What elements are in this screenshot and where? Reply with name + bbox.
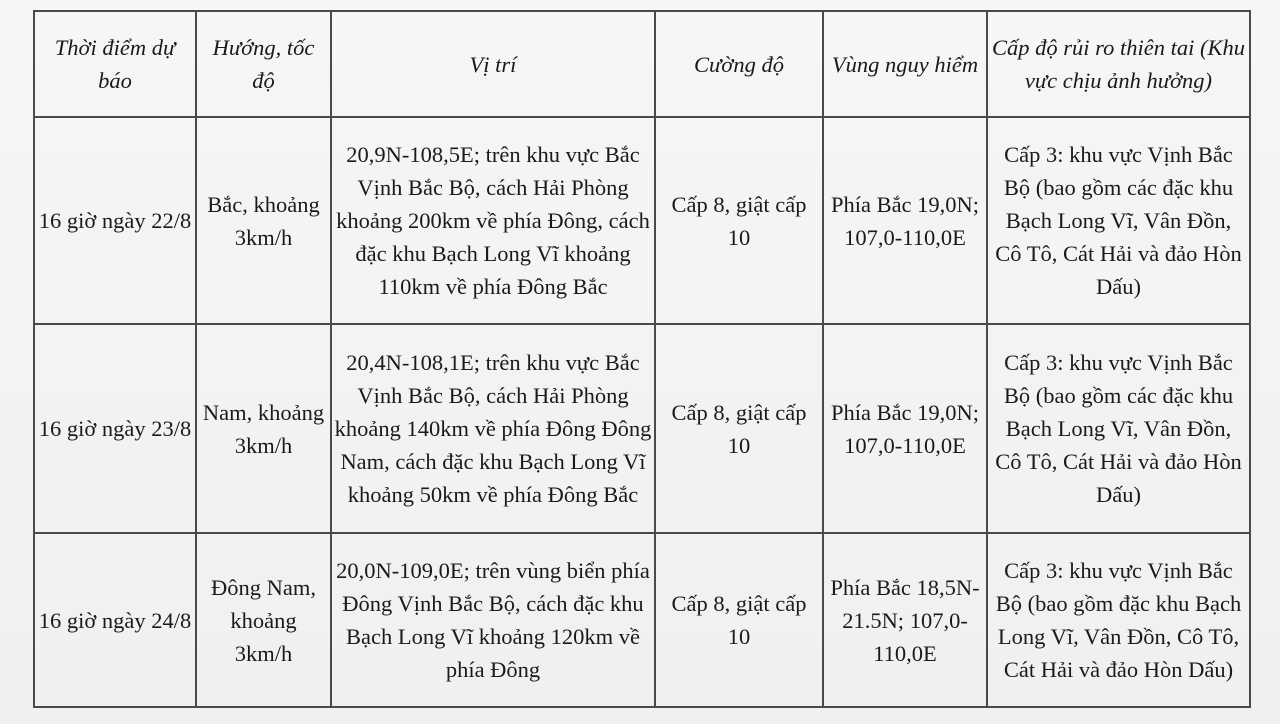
cell-direction: Nam, khoảng 3km/h xyxy=(196,324,331,533)
cell-time: 16 giờ ngày 22/8 xyxy=(34,117,196,324)
header-intensity: Cường độ xyxy=(655,11,823,117)
header-direction-speed: Hướng, tốc độ xyxy=(196,11,331,117)
table-row xyxy=(34,533,1250,707)
header-forecast-time: Thời điểm dự báo xyxy=(34,11,196,117)
cell-danger-zone: Phía Bắc 18,5N-21.5N; 107,0-110,0E xyxy=(823,533,987,707)
cell-risk-level: Cấp 3: khu vực Vịnh Bắc Bộ (bao gồm đặc khu Bạch Long Vĩ, Vân Đồn, Cô Tô, Cát Hải và đảo Hòn Dấu) xyxy=(987,533,1250,707)
header-danger-zone: Vùng nguy hiểm xyxy=(823,11,987,117)
cell-time: 16 giờ ngày 23/8 xyxy=(34,324,196,533)
table-row xyxy=(34,324,1250,533)
cell-intensity: Cấp 8, giật cấp 10 xyxy=(655,324,823,533)
cell-direction: Đông Nam, khoảng 3km/h xyxy=(196,533,331,707)
cell-intensity: Cấp 8, giật cấp 10 xyxy=(655,117,823,324)
table-header-row xyxy=(34,11,1250,117)
cell-intensity: Cấp 8, giật cấp 10 xyxy=(655,533,823,707)
header-position: Vị trí xyxy=(331,11,655,117)
cell-position: 20,4N-108,1E; trên khu vực Bắc Vịnh Bắc Bộ, cách Hải Phòng khoảng 140km về phía Đông Đông Nam, cách đặc khu Bạch Long Vĩ khoảng 50km về phía Đông Bắc xyxy=(331,324,655,533)
cell-danger-zone: Phía Bắc 19,0N; 107,0-110,0E xyxy=(823,324,987,533)
cell-time: 16 giờ ngày 24/8 xyxy=(34,533,196,707)
cell-position: 20,0N-109,0E; trên vùng biển phía Đông Vịnh Bắc Bộ, cách đặc khu Bạch Long Vĩ khoảng 120km về phía Đông xyxy=(331,533,655,707)
cell-position: 20,9N-108,5E; trên khu vực Bắc Vịnh Bắc Bộ, cách Hải Phòng khoảng 200km về phía Đông, cách đặc khu Bạch Long Vĩ khoảng 110km về phía Đông Bắc xyxy=(331,117,655,324)
cell-risk-level: Cấp 3: khu vực Vịnh Bắc Bộ (bao gồm các đặc khu Bạch Long Vĩ, Vân Đồn, Cô Tô, Cát Hải và đảo Hòn Dấu) xyxy=(987,117,1250,324)
header-risk-level: Cấp độ rủi ro thiên tai (Khu vực chịu ảnh hưởng) xyxy=(987,11,1250,117)
cell-risk-level: Cấp 3: khu vực Vịnh Bắc Bộ (bao gồm các đặc khu Bạch Long Vĩ, Vân Đồn, Cô Tô, Cát Hải và đảo Hòn Dấu) xyxy=(987,324,1250,533)
cell-direction: Bắc, khoảng 3km/h xyxy=(196,117,331,324)
cell-danger-zone: Phía Bắc 19,0N; 107,0-110,0E xyxy=(823,117,987,324)
storm-forecast-table xyxy=(33,10,1251,708)
table-row xyxy=(34,117,1250,324)
